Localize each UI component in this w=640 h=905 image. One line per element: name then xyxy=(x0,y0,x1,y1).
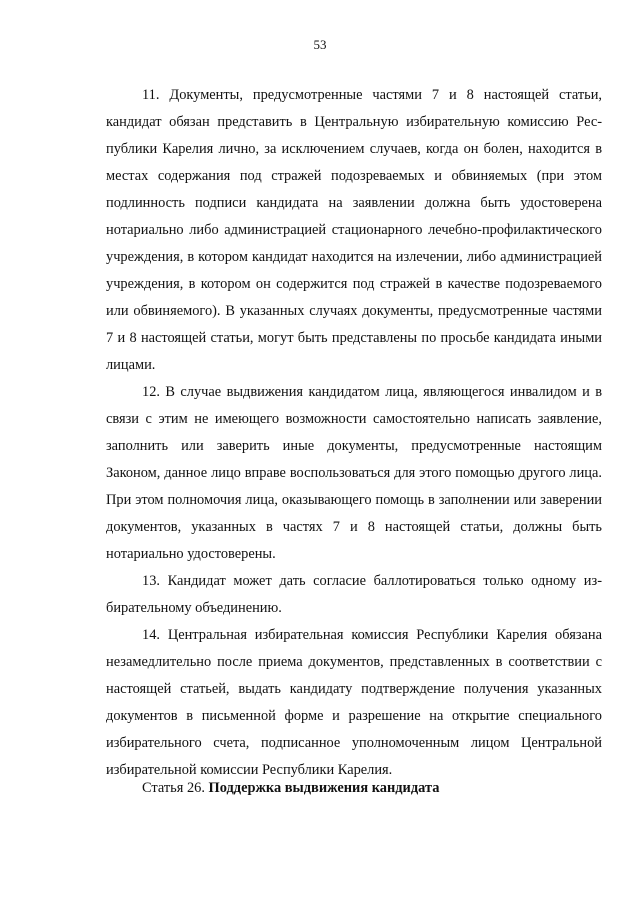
paragraph-13: 13. Кандидат может дать согласие баллотироваться только одному избирательному объединению. xyxy=(106,573,602,616)
page-number: 53 xyxy=(313,37,327,52)
article-title: Поддержка выдвижения кандидата xyxy=(208,780,440,796)
article-label: Статья 26. xyxy=(142,780,209,796)
document-body xyxy=(106,82,602,784)
paragraph-11: 11. Документы, предусмотренные частями 7 и 8 настоящей статьи, кандидат обязан представить в Центральную избирательную комиссию Республики Карелия лично, за исключением случаев, когда он болен, находится в местах содержания под стражей подозреваемых и обвиняемых (при этом подлинность подписи кандидата на заявлении должна быть удостоверена нотариально либо администрацией стационарного лечебно-профилактического учреждения, в котором кандидат находится на излечении, либо администрацией учреждения, в котором он содержится под стражей в качестве подозреваемого или обвиняемого). В указанных случаях документы, предусмотренные частями 7 и 8 настоящей статьи, могут быть представлены по просьбе кандидата иными лицами. xyxy=(106,87,602,373)
article-heading xyxy=(142,775,602,802)
paragraph-14: 14. Центральная избирательная комиссия Республики Карелия обязана незамедлительно после приема документов, представленных в соответствии с настоящей статьей, выдать кандидату подтверждение получения указанных документов в письменной форме и разрешение на открытие специального избирательного счета, подписанное уполномоченным лицом Центральной избирательной комиссии Республики Карелия. xyxy=(106,627,602,778)
paragraph-12: 12. В случае выдвижения кандидатом лица, являющегося инвалидом и в связи с этим не имеющего возможности самостоятельно написать заявление, заполнить или заверить иные документы, предусмотренные настоящим Законом, данное лицо вправе воспользоваться для этого помощью другого лица. При этом полномочия лица, оказывающего помощь в заполнении или заверении документов, указанных в частях 7 и 8 настоящей статьи, должны быть нотариально удостоверены. xyxy=(106,384,602,562)
